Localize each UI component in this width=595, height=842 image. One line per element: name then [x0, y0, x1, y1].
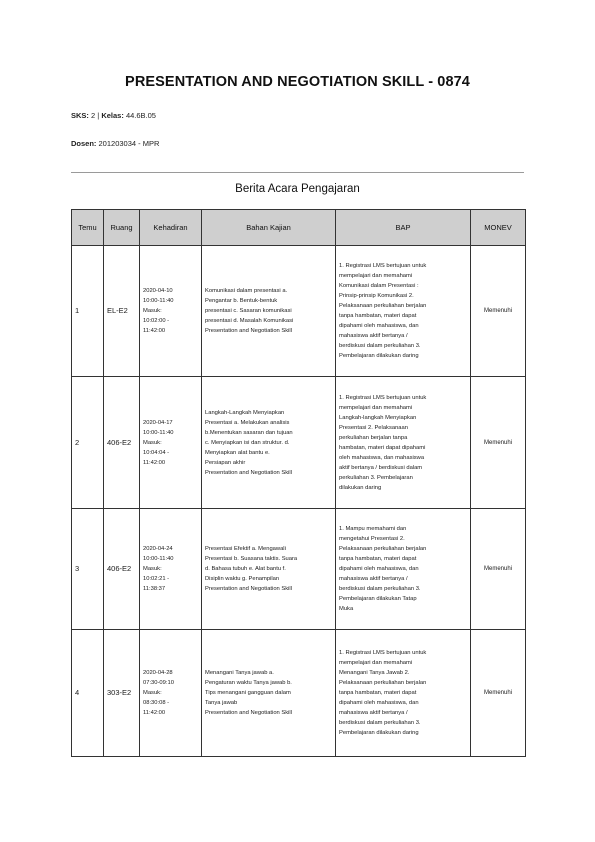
bahan-line: Langkah-Langkah Menyiapkan [205, 409, 285, 416]
cell-temu: 4 [72, 630, 104, 757]
cell-bahan-kajian [202, 246, 336, 377]
kehadiran-line: 08:30:08 - [143, 700, 170, 706]
bap-line: mengetahui Presentasi 2. [339, 536, 405, 542]
bahan-line: Presentation and Negotiation Skill [205, 586, 293, 592]
bap-line: Pelaksanaan perkuliahan berjalan [339, 680, 427, 686]
bap-line: hambatan, materi dapat dipahami [339, 444, 426, 451]
bap-line: mahasiswa aktif bertanya / [339, 576, 408, 582]
bahan-line: Persiapan akhir [205, 459, 246, 466]
kehadiran-line: 10:00-11:40 [143, 556, 174, 562]
dosen-value: 201203034 - MPR [98, 139, 160, 148]
table-row [72, 509, 526, 630]
kehadiran-line: 10:04:04 - [143, 449, 170, 456]
header-bahan-kajian: Bahan Kajian [202, 210, 336, 246]
bap-line: Menangani Tanya Jawab 2. [339, 670, 410, 676]
cell-monev: Memenuhi [471, 509, 526, 630]
bap-line: berdiskusi dalam perkuliahan 3. [339, 586, 421, 592]
bap-line: perkuliahan berjalan tanpa [339, 434, 408, 441]
bap-line: Presentasi 2. Pelaksanaan [339, 424, 408, 431]
bahan-line: Komunikasi dalam presentasi a. [205, 288, 288, 294]
cell-kehadiran [140, 509, 202, 630]
bap-line: dilakukan daring [339, 484, 382, 491]
bap-line: tanpa hambatan, materi dapat [339, 690, 417, 696]
cell-bap [336, 246, 471, 377]
cell-bahan-kajian [202, 509, 336, 630]
kehadiran-line: 2020-04-17 [143, 419, 173, 426]
bahan-line: Presentation and Negotiation Skill [205, 328, 293, 334]
bahan-line: Tanya jawab [205, 700, 238, 706]
lecturer-meta [71, 139, 159, 148]
bap-line: mempelajari dan memahami [339, 404, 413, 411]
bahan-line: Pengantar b. Bentuk-bentuk [205, 298, 278, 304]
sks-label: SKS: [71, 111, 89, 120]
kehadiran-line: Masuk: [143, 308, 162, 314]
bap-line: Komunikasi dalam Presentasi : [339, 283, 419, 289]
kehadiran-line: 2020-04-10 [143, 288, 173, 294]
kehadiran-line: 11:42:00 [143, 328, 166, 334]
bap-line: tanpa hambatan, materi dapat [339, 313, 417, 319]
header-kehadiran: Kehadiran [140, 210, 202, 246]
kehadiran-line: Masuk: [143, 439, 162, 446]
kelas-value: 44.6B.05 [125, 111, 156, 120]
kehadiran-line: 10:00-11:40 [143, 298, 174, 304]
bahan-line: c. Menyiapkan isi dan struktur. d. [205, 439, 290, 446]
bap-line: dipahami oleh mahasiswa, dan [339, 566, 419, 572]
bap-line: dipahami oleh mahasiswa, dan [339, 700, 419, 706]
bap-line: berdiskusi dalam perkuliahan 3. [339, 720, 421, 726]
kehadiran-line: 2020-04-28 [143, 670, 173, 676]
cell-ruang: 406-E2 [104, 377, 140, 509]
bap-line: Pembelajaran dilakukan daring [339, 353, 419, 359]
cell-temu: 2 [72, 377, 104, 509]
kelas-label: Kelas: [101, 111, 124, 120]
table-row [72, 630, 526, 757]
cell-monev: Memenuhi [471, 630, 526, 757]
separator: | [97, 111, 100, 120]
bap-line: mahasiswa aktif bertanya / [339, 333, 408, 339]
cell-temu: 3 [72, 509, 104, 630]
kehadiran-line: 10:02:00 - [143, 318, 170, 324]
bap-line: Pelaksanaan perkuliahan berjalan [339, 303, 427, 309]
divider [71, 172, 524, 173]
bahan-line: Menangani Tanya jawab a. [205, 670, 274, 676]
bahan-line: Tips menangani gangguan dalam [205, 690, 291, 696]
kehadiran-line: 11:42:00 [143, 710, 166, 716]
teaching-record-table [71, 209, 526, 757]
cell-temu: 1 [72, 246, 104, 377]
table-header-row [72, 210, 526, 246]
bahan-line: presentasi d. Masalah Komunikasi [205, 318, 294, 324]
cell-bap [336, 509, 471, 630]
kehadiran-line: 11:42:00 [143, 459, 166, 466]
cell-monev: Memenuhi [471, 246, 526, 377]
header-ruang: Ruang [104, 210, 140, 246]
bap-line: 1. Registrasi LMS bertujuan untuk [339, 650, 427, 656]
dosen-label: Dosen: [71, 139, 97, 148]
cell-monev: Memenuhi [471, 377, 526, 509]
bap-line: aktif bertanya / berdiskusi dalam [339, 464, 423, 471]
bahan-line: d. Bahasa tubuh e. Alat bantu f. [205, 566, 286, 572]
kehadiran-line: 2020-04-24 [143, 546, 173, 552]
course-title: PRESENTATION AND NEGOTIATION SKILL - 0874 [125, 74, 470, 90]
header-temu: Temu [72, 210, 104, 246]
bap-line: Pembelajaran dilakukan daring [339, 730, 419, 736]
bahan-line: Presentasi b. Suasana taktis. Suara [205, 556, 298, 562]
cell-ruang: 406-E2 [104, 509, 140, 630]
bap-line: 1. Registrasi LMS bertujuan untuk [339, 263, 427, 269]
cell-bap [336, 377, 471, 509]
bap-line: 1. Registrasi LMS bertujuan untuk [339, 394, 427, 401]
bahan-line: Presentation and Negotiation Skill [205, 469, 293, 476]
bahan-line: Presentation and Negotiation Skill [205, 710, 293, 716]
sks-value: 2 [91, 111, 96, 120]
table-row [72, 246, 526, 377]
bap-line: mempelajari dan memahami [339, 660, 413, 666]
cell-kehadiran [140, 246, 202, 377]
bap-line: perkuliahan 3. Pembelajaran [339, 474, 413, 481]
bahan-line: Presentasi a. Melakukan analisis [205, 419, 290, 426]
bap-line: 1. Mampu memahami dan [339, 526, 407, 532]
header-bap: BAP [336, 210, 471, 246]
kehadiran-line: 10:02:21 - [143, 576, 170, 582]
bap-line: oleh mahasiswa, dan mahasiswa [339, 454, 425, 461]
table-row [72, 377, 526, 509]
cell-kehadiran [140, 377, 202, 509]
course-meta [71, 111, 156, 120]
bahan-line: Pengaturan waktu Tanya jawab b. [205, 680, 292, 686]
bap-line: tanpa hambatan, materi dapat [339, 556, 417, 562]
bahan-line: presentasi c. Sasaran komunikasi [205, 308, 292, 314]
bahan-line: Presentasi Efektif a. Mengawali [205, 546, 286, 552]
cell-bap [336, 630, 471, 757]
kehadiran-line: Masuk: [143, 690, 162, 696]
bap-line: berdiskusi dalam perkuliahan 3. [339, 343, 421, 349]
cell-ruang: EL-E2 [104, 246, 140, 377]
bap-line: Pelaksanaan perkuliahan berjalan [339, 546, 427, 552]
bap-line: Langkah-langkah Menyiapkan [339, 414, 417, 421]
kehadiran-line: 11:38:37 [143, 586, 166, 592]
cell-bahan-kajian [202, 630, 336, 757]
kehadiran-line: 10:00-11:40 [143, 429, 174, 436]
header-monev: MONEV [471, 210, 526, 246]
kehadiran-line: Masuk: [143, 566, 162, 572]
bahan-line: Disiplin waktu g. Penampilan [205, 576, 280, 582]
bahan-line: Menyiapkan alat bantu e. [205, 449, 270, 456]
bap-line: mempelajari dan memahami [339, 273, 413, 279]
kehadiran-line: 07:30-09:10 [143, 680, 174, 686]
bap-line: Prinsip-prinsip Komunikasi 2. [339, 293, 414, 299]
bap-line: Pembelajaran dilakukan Tatap [339, 596, 417, 602]
cell-ruang: 303-E2 [104, 630, 140, 757]
bap-line: mahasiswa aktif bertanya / [339, 710, 408, 716]
bap-line: Muka [339, 606, 354, 612]
section-title: Berita Acara Pengajaran [235, 183, 360, 195]
cell-bahan-kajian [202, 377, 336, 509]
bap-line: dipahami oleh mahasiswa, dan [339, 323, 419, 329]
cell-kehadiran [140, 630, 202, 757]
bahan-line: b.Menentukan sasaran dan tujuan [205, 429, 293, 436]
